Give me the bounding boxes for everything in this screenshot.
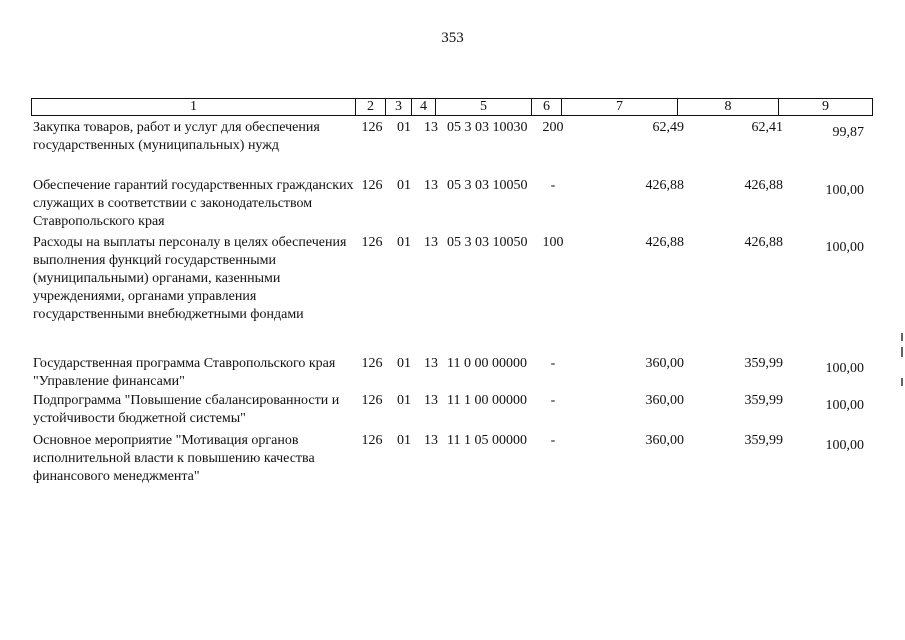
row-expense-type: -: [550, 393, 556, 408]
row-code: 126: [361, 178, 383, 193]
row-name: Расходы на выплаты персоналу в целях обеспечения выполнения функций государственными (муниципальными) органами, казенными учреждениями, органами управления государственными внебюджетными фондами: [33, 235, 347, 322]
column-header-9: 9: [779, 99, 873, 116]
row-actual: 359,99: [744, 356, 783, 371]
scan-edge-mark: [901, 378, 903, 386]
row-subsection: 13: [424, 356, 438, 371]
row-percent: 100,00: [825, 240, 864, 255]
column-header-2: 2: [356, 99, 386, 116]
row-subsection: 13: [424, 393, 438, 408]
row-percent: 100,00: [825, 183, 864, 198]
column-header-8: 8: [678, 99, 779, 116]
column-header-5: 5: [436, 99, 532, 116]
row-target: 11 0 00 00000: [447, 356, 527, 371]
row-percent: 100,00: [825, 398, 864, 413]
column-header-1: 1: [32, 99, 356, 116]
scan-edge-mark: [901, 333, 903, 341]
row-plan: 360,00: [645, 433, 684, 448]
column-header-row: [32, 99, 873, 116]
row-section: 01: [397, 178, 411, 193]
row-percent: 100,00: [825, 361, 864, 376]
row-section: 01: [397, 356, 411, 371]
row-percent: 99,87: [832, 125, 864, 140]
row-name: Закупка товаров, работ и услуг для обеспечения государственных (муниципальных) нужд: [33, 120, 320, 153]
row-code: 126: [361, 235, 383, 250]
scan-edge-mark: [901, 347, 903, 357]
row-name: Обеспечение гарантий государственных гражданских служащих в соответствии с законодательством Ставропольского края: [33, 178, 354, 229]
row-subsection: 13: [424, 120, 438, 135]
row-plan: 360,00: [645, 393, 684, 408]
row-subsection: 13: [424, 433, 438, 448]
row-plan: 426,88: [645, 235, 684, 250]
row-code: 126: [361, 433, 383, 448]
row-actual: 359,99: [744, 393, 783, 408]
row-name: Государственная программа Ставропольского края "Управление финансами": [33, 356, 336, 389]
row-target: 05 3 03 10050: [447, 178, 528, 193]
row-code: 126: [361, 393, 383, 408]
column-header-7: 7: [562, 99, 678, 116]
row-subsection: 13: [424, 178, 438, 193]
row-section: 01: [397, 120, 411, 135]
row-section: 01: [397, 433, 411, 448]
row-target: 11 1 00 00000: [447, 393, 527, 408]
row-code: 126: [361, 120, 383, 135]
row-expense-type: -: [550, 433, 556, 448]
column-header-4: 4: [412, 99, 436, 116]
row-name: Основное мероприятие "Мотивация органов исполнительной власти к повышению качества финансового менеджмента": [33, 433, 315, 484]
row-name: Подпрограмма "Повышение сбалансированности и устойчивости бюджетной системы": [33, 393, 340, 426]
row-actual: 426,88: [744, 235, 783, 250]
row-code: 126: [361, 356, 383, 371]
row-actual: 426,88: [744, 178, 783, 193]
row-target: 05 3 03 10050: [447, 235, 528, 250]
row-actual: 62,41: [751, 120, 783, 135]
row-plan: 426,88: [645, 178, 684, 193]
row-section: 01: [397, 393, 411, 408]
page-number: 353: [441, 30, 464, 46]
row-plan: 360,00: [645, 356, 684, 371]
row-expense-type: -: [550, 356, 556, 371]
column-header-table: [31, 98, 873, 116]
row-target: 11 1 05 00000: [447, 433, 527, 448]
row-section: 01: [397, 235, 411, 250]
row-actual: 359,99: [744, 433, 783, 448]
row-expense-type: 200: [542, 120, 564, 135]
row-plan: 62,49: [652, 120, 684, 135]
column-header-3: 3: [386, 99, 412, 116]
row-expense-type: -: [550, 178, 556, 193]
row-subsection: 13: [424, 235, 438, 250]
row-percent: 100,00: [825, 438, 864, 453]
row-expense-type: 100: [542, 235, 564, 250]
column-header-6: 6: [532, 99, 562, 116]
row-target: 05 3 03 10030: [447, 120, 528, 135]
